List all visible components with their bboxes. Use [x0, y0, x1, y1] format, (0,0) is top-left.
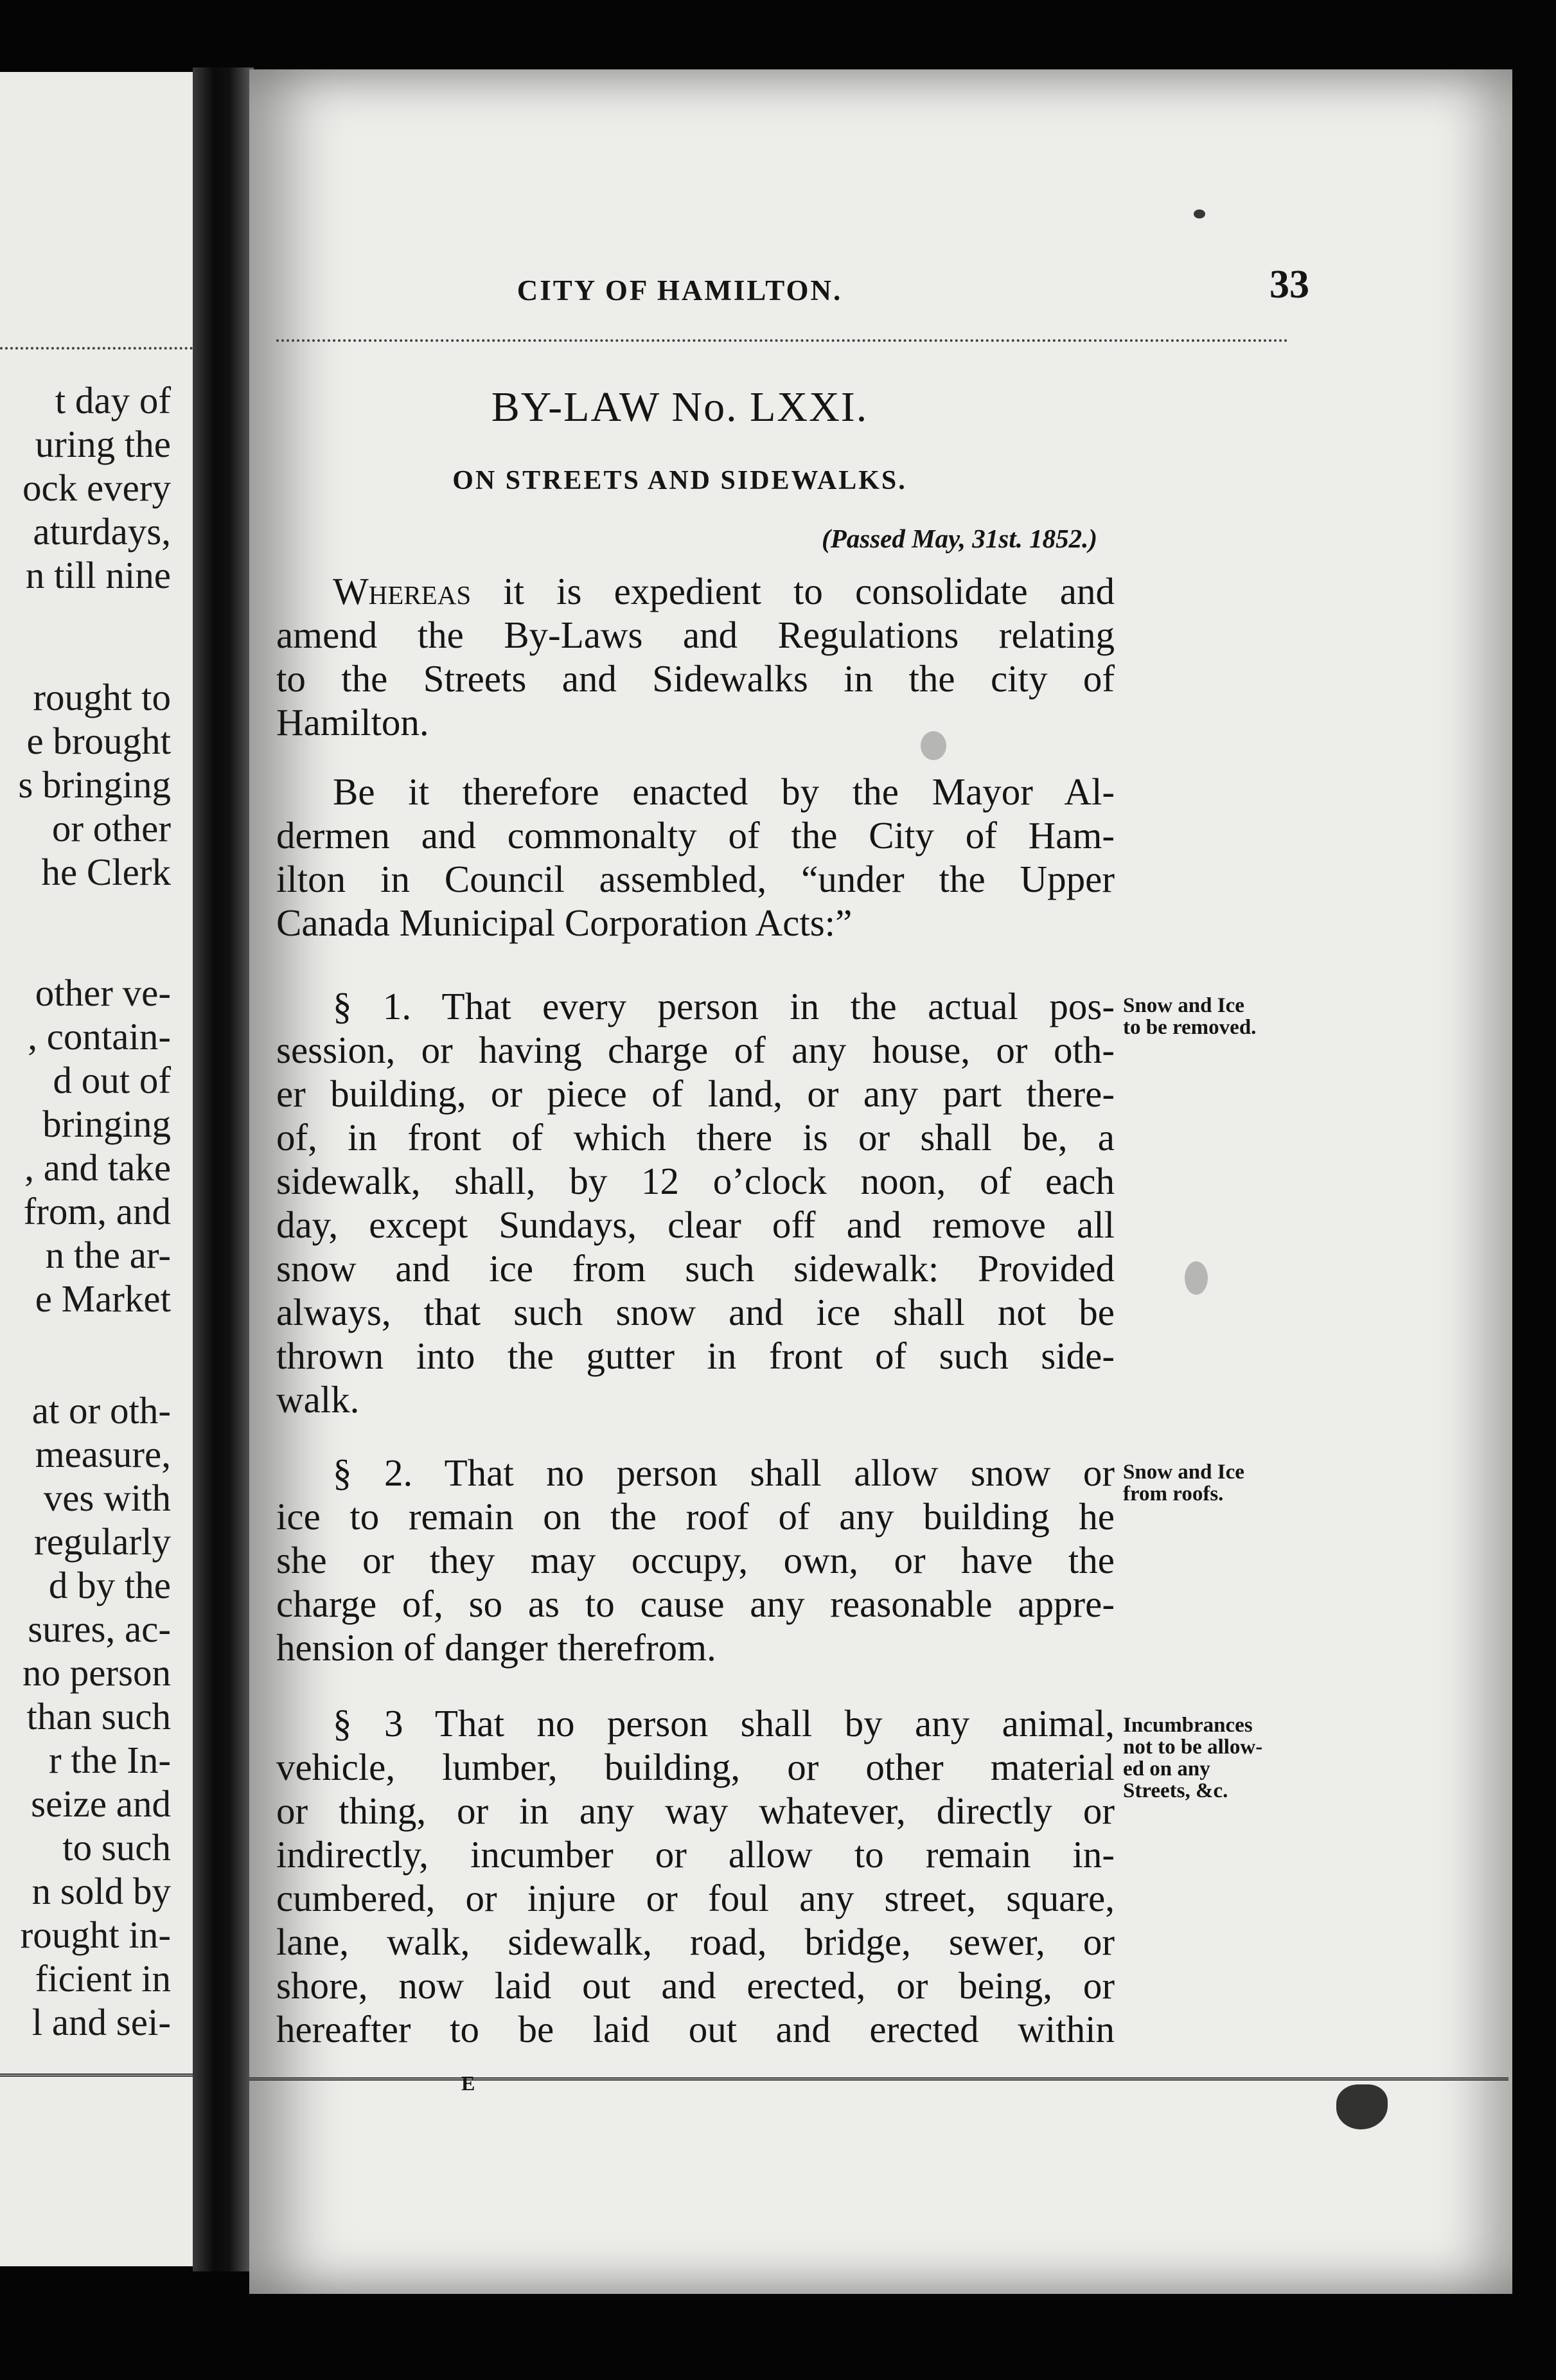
passed-date: (Passed May, 31st. 1852.): [822, 524, 1097, 553]
left-page-line: s bringing: [18, 763, 171, 806]
left-page-line: uring the: [35, 423, 171, 465]
left-page-line: n the ar-: [45, 1234, 171, 1276]
section-2-line: she or they may occupy, own, or have the: [276, 1539, 1115, 1581]
section-2-line: ice to remain on the roof of any building he: [276, 1495, 1115, 1538]
left-page-line: t day of: [55, 379, 171, 422]
section-1-line: of, in front of which there is or shall be, a: [276, 1116, 1115, 1159]
left-page-line: ock every: [22, 466, 171, 509]
left-page-line: aturdays,: [33, 510, 171, 553]
preamble-lead-word: Whereas: [333, 570, 472, 612]
left-page-line: than such: [26, 1695, 171, 1737]
left-page-line: sures, ac-: [28, 1608, 171, 1650]
section-1-line: thrown into the gutter in front of such side-: [276, 1335, 1115, 1377]
section-1-line: day, except Sundays, clear off and remove all: [276, 1203, 1115, 1246]
ink-spot: [1194, 209, 1205, 218]
left-page-line: e Market: [35, 1277, 171, 1320]
left-page-line: l and sei-: [31, 2001, 171, 2043]
section-3-line: lane, walk, sidewalk, road, bridge, sewer, or: [276, 1921, 1115, 1963]
book-gutter: [193, 67, 254, 2271]
bylaw-title: BY-LAW No. LXXI.: [491, 384, 869, 431]
section-2-line: hension of danger therefrom.: [276, 1626, 716, 1669]
scan-smudge: [921, 731, 946, 760]
left-page-line: bringing: [42, 1103, 171, 1145]
section-3-line: § 3 That no person shall by any animal,: [333, 1702, 1115, 1745]
ink-blot: [1336, 2084, 1388, 2129]
margin-note-section-3: Incumbrances not to be allow- ed on any Streets, &c.: [1123, 1714, 1263, 1802]
enactment-line: ilton in Council assembled, “under the Upper: [276, 858, 1115, 900]
section-1-line: snow and ice from such sidewalk: Provided: [276, 1247, 1115, 1290]
left-page-line: regularly: [34, 1520, 171, 1563]
section-3-line: vehicle, lumber, building, or other material: [276, 1746, 1115, 1788]
left-page-line: to such: [62, 1826, 171, 1869]
section-1-line: er building, or piece of land, or any part there-: [276, 1072, 1115, 1115]
preamble-line: Hamilton.: [276, 701, 429, 743]
preamble-line: amend the By-Laws and Regulations relating: [276, 614, 1115, 656]
left-page-bottom-rule: [0, 2074, 193, 2077]
left-page-header-rule: [0, 347, 193, 350]
page-number: 33: [1269, 263, 1309, 306]
left-page-line: rought to: [33, 676, 171, 718]
left-page-line: no person: [22, 1651, 171, 1694]
section-1-line: session, or having charge of any house, or oth-: [276, 1029, 1115, 1071]
margin-note-section-2: Snow and Ice from roofs.: [1123, 1461, 1244, 1505]
section-1-line: walk.: [276, 1378, 360, 1421]
left-page-line: d by the: [48, 1564, 171, 1606]
preamble-line: to the Streets and Sidewalks in the city of: [276, 657, 1115, 700]
left-page-line: d out of: [53, 1059, 171, 1101]
running-header-title: CITY OF HAMILTON.: [517, 274, 843, 306]
enactment-line: Canada Municipal Corporation Acts:”: [276, 901, 853, 944]
section-2-line: charge of, so as to cause any reasonable appre-: [276, 1583, 1115, 1625]
margin-note-section-1: Snow and Ice to be removed.: [1123, 994, 1257, 1039]
left-page-line: ficient in: [35, 1957, 171, 2000]
section-3-line: or thing, or in any way whatever, directly or: [276, 1789, 1115, 1832]
left-page-line: other ve-: [35, 972, 171, 1014]
left-page-line: e brought: [26, 720, 171, 762]
scan-smudge: [1185, 1261, 1208, 1295]
main-page: [249, 69, 1512, 2294]
section-3-line: shore, now laid out and erected, or being, or: [276, 1964, 1115, 2007]
section-2-line: § 2. That no person shall allow snow or: [333, 1452, 1115, 1494]
left-page-line: seize and: [31, 1782, 171, 1825]
section-3-line: hereafter to be laid out and erected within: [276, 2008, 1115, 2050]
left-page-fragment: [0, 72, 193, 2266]
preamble-line: [333, 569, 1115, 613]
section-1-line: § 1. That every person in the actual pos-: [333, 985, 1115, 1027]
left-page-line: r the In-: [48, 1739, 171, 1781]
bylaw-subtitle: ON STREETS AND SIDEWALKS.: [452, 466, 907, 495]
left-page-line: at or oth-: [31, 1389, 171, 1432]
header-dotted-rule: [276, 339, 1288, 342]
left-page-line: or other: [51, 807, 171, 849]
left-page-line: he Clerk: [41, 851, 171, 893]
signature-mark: E: [461, 2072, 475, 2095]
left-page-line: n till nine: [25, 554, 171, 596]
section-1-line: sidewalk, shall, by 12 o’clock noon, of each: [276, 1160, 1115, 1202]
left-page-line: measure,: [35, 1433, 171, 1475]
left-page-line: rought in-: [20, 1914, 171, 1956]
preamble-line-text: it is expedient to consolidate and: [471, 570, 1115, 612]
section-1-line: always, that such snow and ice shall not be: [276, 1291, 1115, 1333]
left-page-line: , contain-: [28, 1015, 171, 1058]
section-3-line: indirectly, incumber or allow to remain in-: [276, 1833, 1115, 1876]
section-3-line: cumbered, or injure or foul any street, square,: [276, 1877, 1115, 1919]
left-page-line: from, and: [23, 1190, 171, 1232]
enactment-line: dermen and commonalty of the City of Ham-: [276, 814, 1115, 857]
bottom-double-rule: [249, 2077, 1508, 2081]
enactment-line: Be it therefore enacted by the Mayor Al-: [333, 770, 1115, 813]
left-page-line: , and take: [24, 1146, 171, 1189]
left-page-line: n sold by: [31, 1870, 171, 1912]
left-page-line: ves with: [43, 1477, 171, 1519]
